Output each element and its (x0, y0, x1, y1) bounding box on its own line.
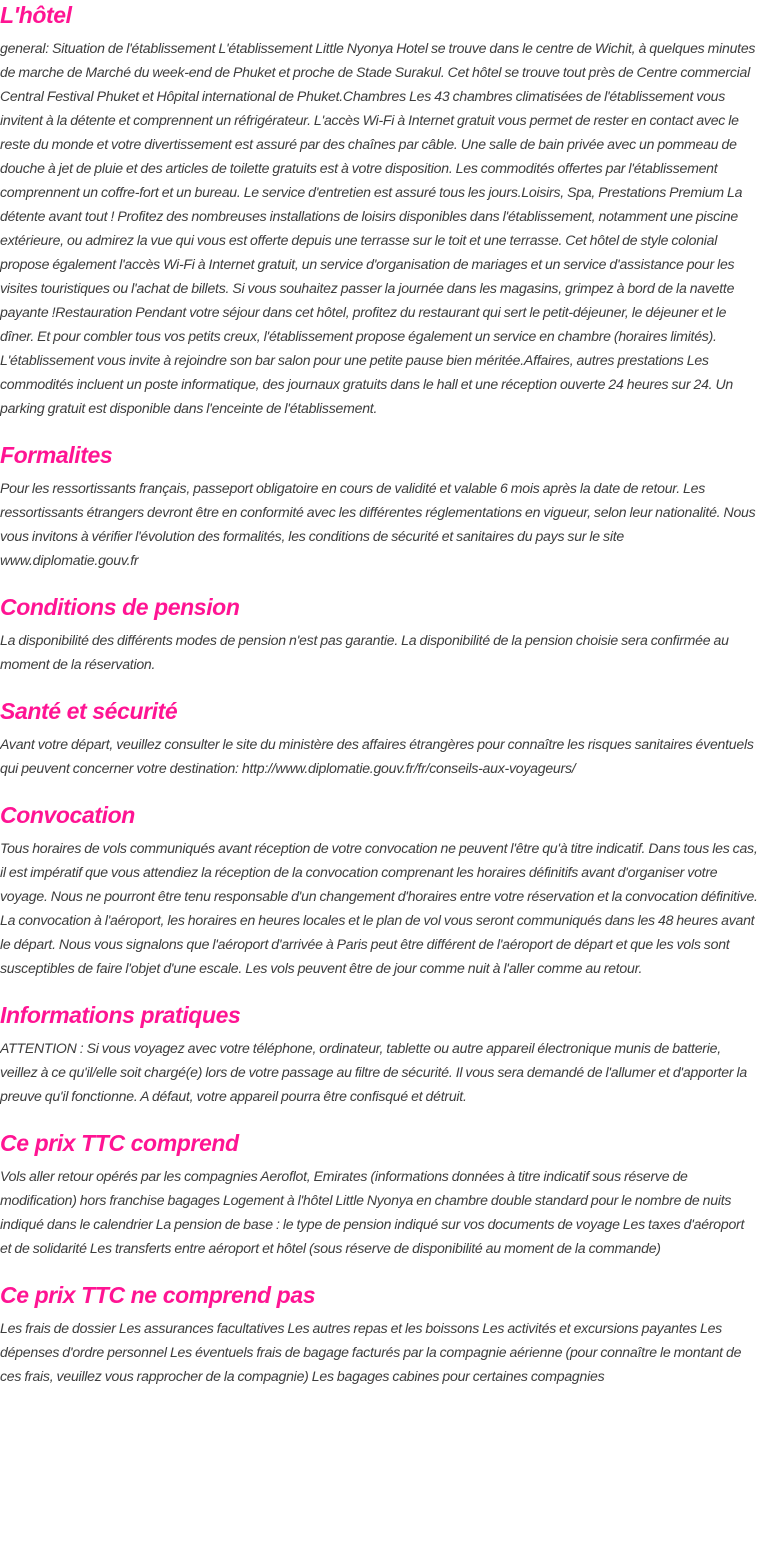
section-text: Vols aller retour opérés par les compagnies Aeroflot, Emirates (informations données à titre indicatif sous réserve de modification) hors franchise bagages Logement à l'hôtel Little Nyonya en chambre double standard pour le nombre de nuits indiqué dans le calendrier La pension de base : le type de pension indiqué sur vos documents de voyage Les taxes d'aéroport et de solidarité Les transferts entre aéroport et hôtel (sous réserve de disponibilité au moment de la commande) (0, 1168, 745, 1256)
section-title: Santé et sécurité (0, 698, 178, 724)
section-informations-pratiques (0, 1000, 758, 1108)
section-prix-ne-comprend-pas (0, 1280, 758, 1388)
section-conditions-pension (0, 592, 758, 676)
section-title: Conditions de pension (0, 594, 240, 620)
section-text: Tous horaires de vols communiqués avant réception de votre convocation ne peuvent l'être qu'à titre indicatif. Dans tous les cas, il est impératif que vous attendiez la réception de la convocation comprenant les horaires définitifs avant d'organiser votre voyage. Nous ne pourront être tenu responsable d'un changement d'horaires entre votre réservation et la convocation définitive. La convocation à l'aéroport, les horaires en heures locales et le plan de vol vous seront communiqués dans les 48 heures avant le départ. Nous vous signalons que l'aéroport d'arrivée à Paris peut être différent de l'aéroport de départ et que les vols sont susceptibles de faire l'objet d'une escale. Les vols peuvent être de jour comme nuit à l'aller comme au retour. (0, 840, 758, 976)
section-title: Informations pratiques (0, 1002, 241, 1028)
section-title: Ce prix TTC ne comprend pas (0, 1282, 316, 1308)
section-hotel (0, 0, 758, 420)
section-text: Les frais de dossier Les assurances facultatives Les autres repas et les boissons Les activités et excursions payantes Les dépenses d'ordre personnel Les éventuels frais de bagage facturés par la compagnie aérienne (pour connaître le montant de ces frais, veuillez vous rapprocher de la compagnie) Les bagages cabines pour certaines compagnies (0, 1320, 742, 1384)
section-text: general: Situation de l'établissement L'établissement Little Nyonya Hotel se trouve dans le centre de Wichit, à quelques minutes de marche de Marché du week-end de Phuket et proche de Stade Surakul. Cet hôtel se trouve tout près de Centre commercial Central Festival Phuket et Hôpital international de Phuket.Chambres Les 43 chambres climatisées de l'établissement vous invitent à la détente et comprennent un réfrigérateur. L'accès Wi-Fi à Internet gratuit vous permet de rester en contact avec le reste du monde et votre divertissement est assuré par des chaînes par câble. Une salle de bain privée avec un pommeau de douche à jet de pluie et des articles de toilette gratuits est à votre disposition. Les commodités offertes par l'établissement comprennent un coffre-fort et un bureau. Le service d'entretien est assuré tous les jours.Loisirs, Spa, Prestations Premium La détente avant tout ! Profitez des nombreuses installations de loisirs disponibles dans l'établissement, notamment une piscine extérieure, ou admirez la vue qui vous est offerte depuis une terrasse sur le toit et une terrasse. Cet hôtel de style colonial propose également l'accès Wi-Fi à Internet gratuit, un service d'organisation de mariages et un service d'assistance pour les visites touristiques ou l'achat de billets. Si vous souhaitez passer la journée dans les magasins, grimpez à bord de la navette payante !Restauration Pendant votre séjour dans cet hôtel, profitez du restaurant qui sert le petit-déjeuner, le déjeuner et le dîner. Et pour combler tous vos petits creux, l'établissement propose également un service en chambre (horaires limités). L'établissement vous invite à rejoindre son bar salon pour une petite pause bien méritée.Affaires, autres prestations Les commodités incluent un poste informatique, des journaux gratuits dans le hall et une réception ouverte 24 heures sur 24. Un parking gratuit est disponible dans l'enceinte de l'établissement. (0, 40, 756, 416)
section-text: Pour les ressortissants français, passeport obligatoire en cours de validité et valable 6 mois après la date de retour. Les ressortissants étrangers devront être en conformité avec les différentes réglementations en vigueur, selon leur nationalité. Nous vous invitons à vérifier l'évolution des formalités, les conditions de sécurité et sanitaires du pays sur le site www.diplomatie.gouv.fr (0, 480, 756, 568)
section-text: Avant votre départ, veuillez consulter le site du ministère des affaires étrangères pour connaître les risques sanitaires éventuels qui peuvent concerner votre destination: http://www.diplomatie.gouv.fr/fr/conseils-aux-voyageurs/ (0, 736, 754, 776)
section-sante-securite (0, 696, 758, 780)
section-prix-comprend (0, 1128, 758, 1260)
section-title: L'hôtel (0, 2, 72, 28)
section-text: La disponibilité des différents modes de pension n'est pas garantie. La disponibilité de la pension choisie sera confirmée au moment de la réservation. (0, 632, 729, 672)
section-title: Convocation (0, 802, 135, 828)
section-title: Ce prix TTC comprend (0, 1130, 239, 1156)
section-convocation (0, 800, 758, 980)
section-formalites (0, 440, 758, 572)
section-text: ATTENTION : Si vous voyagez avec votre téléphone, ordinateur, tablette ou autre appareil électronique munis de batterie, veillez à ce qu'il/elle soit chargé(e) lors de votre passage au filtre de sécurité. Il vous sera demandé de l'allumer et d'apporter la preuve qu'il fonctionne. A défaut, votre appareil pourra être confisqué et détruit. (0, 1040, 747, 1104)
section-title: Formalites (0, 442, 113, 468)
